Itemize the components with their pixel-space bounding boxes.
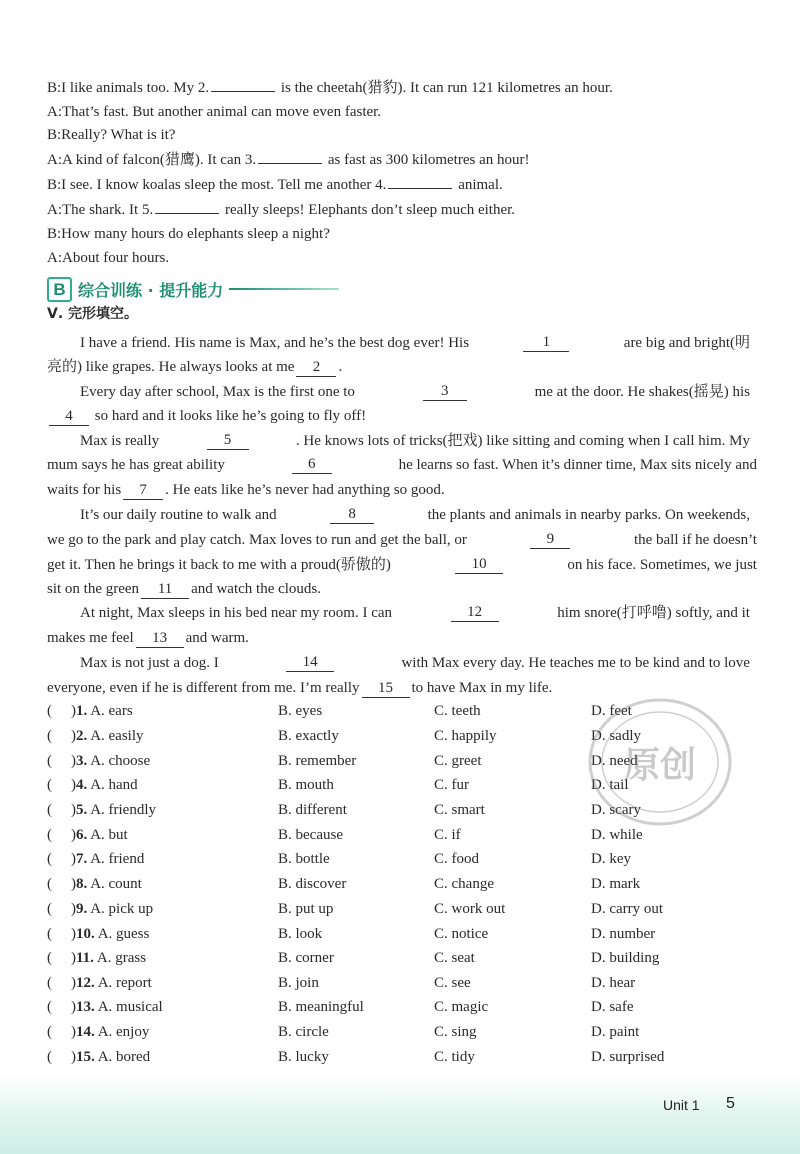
dialogue-text: animal. [454, 177, 503, 193]
option-c[interactable]: C. see [434, 975, 471, 991]
option-a[interactable]: A. friend [90, 851, 145, 867]
passage-text: he learns so fast. When it’s dinner time, Max sits nicely and [398, 457, 757, 473]
passage-line [47, 531, 757, 549]
option-b[interactable]: B. join [278, 975, 319, 991]
option-b[interactable]: B. because [278, 827, 343, 843]
cloze-blank-10[interactable]: 10 [455, 556, 503, 574]
option-d[interactable]: D. tail [591, 777, 629, 793]
passage-text: everyone, even if he is different from me. I’m really [47, 680, 360, 696]
option-a[interactable]: A. easily [90, 728, 144, 744]
answer-paren-open[interactable]: ( [47, 728, 52, 744]
answer-paren-close: ) [71, 901, 76, 917]
passage-text: with Max every day. He teaches me to be kind and to love [401, 655, 750, 671]
answer-paren-close: ) [71, 777, 76, 793]
option-d[interactable]: D. key [591, 851, 631, 867]
dialogue-text: as fast as 300 kilometres an hour! [324, 152, 530, 168]
option-d[interactable]: D. hear [591, 975, 636, 991]
option-d[interactable]: D. safe [591, 999, 634, 1015]
option-b[interactable]: B. look [278, 926, 323, 942]
option-row [47, 1022, 757, 1042]
passage-line [80, 432, 750, 450]
question-number: 15. [76, 1049, 95, 1065]
cloze-blank-5[interactable]: 5 [207, 432, 249, 450]
question-label [71, 775, 138, 795]
question-number: 5. [76, 802, 88, 818]
answer-paren-open[interactable]: ( [47, 827, 52, 843]
passage-text: At night, Max sleeps in his bed near my room. I can [80, 605, 393, 621]
section-title: 综合训练 · 提升能力 [78, 280, 224, 300]
dialogue-text: A:The shark. It 5. [47, 202, 154, 218]
footer-unit-label: Unit 1 [663, 1097, 700, 1113]
answer-paren-open[interactable]: ( [47, 975, 52, 991]
option-c[interactable]: C. teeth [434, 703, 481, 719]
question-label [71, 948, 147, 968]
option-b[interactable]: B. meaningful [278, 999, 364, 1015]
cloze-blank-13[interactable]: 13 [136, 630, 184, 648]
option-d[interactable]: D. sadly [591, 728, 641, 744]
answer-blank-4[interactable] [388, 188, 452, 189]
option-row [47, 1047, 757, 1067]
option-b[interactable]: B. discover [278, 876, 347, 892]
passage-line [47, 580, 757, 599]
option-d[interactable]: D. feet [591, 703, 632, 719]
question-number: 2. [76, 728, 88, 744]
option-d[interactable]: D. while [591, 827, 643, 843]
question-label [71, 726, 144, 746]
answer-paren-close: ) [71, 728, 76, 744]
passage-line [47, 481, 757, 500]
dialogue-line-6 [47, 201, 757, 219]
section-letter-badge: B [47, 277, 72, 302]
option-row [47, 899, 757, 919]
cloze-blank-4[interactable]: 4 [49, 408, 89, 426]
option-d[interactable]: D. number [591, 926, 656, 942]
passage-text: the ball if he doesn’t [633, 532, 757, 548]
answer-paren-close: ) [71, 753, 76, 769]
dialogue-line-8: A:About four hours. [47, 250, 170, 266]
dialogue-line-5 [47, 176, 757, 194]
option-b[interactable]: B. put up [278, 901, 334, 917]
answer-blank-2[interactable] [211, 91, 275, 92]
passage-line [47, 629, 757, 648]
answer-paren-open[interactable]: ( [47, 1024, 52, 1040]
passage-text: sit on the green [47, 581, 140, 597]
option-row [47, 948, 757, 968]
passage-text: It’s our daily routine to walk and [80, 507, 277, 523]
passage-text: so hard and it looks like he’s going to fly off! [94, 408, 367, 424]
dialogue-line-7: B:How many hours do elephants sleep a night? [47, 226, 330, 242]
option-b[interactable]: B. exactly [278, 728, 339, 744]
passage-line [80, 383, 750, 401]
option-a[interactable]: A. hand [90, 777, 138, 793]
passage-text: to have Max in my life. [411, 680, 553, 696]
option-row [47, 924, 757, 944]
option-c[interactable]: C. if [434, 827, 461, 843]
option-b[interactable]: B. bottle [278, 851, 330, 867]
passage-text: mum says he has great ability [47, 457, 225, 473]
passage-text: Max is not just a dog. I [80, 655, 219, 671]
option-c[interactable]: C. happily [434, 728, 497, 744]
cloze-blank-11[interactable]: 11 [141, 581, 189, 599]
answer-paren-open[interactable]: ( [47, 1049, 52, 1065]
passage-text: Max is really [80, 433, 160, 449]
passage-line [80, 654, 750, 672]
passage-text: we go to the park and play catch. Max loves to run and get the ball, or [47, 532, 467, 548]
passage-line [47, 358, 757, 377]
question-number: 13. [76, 999, 95, 1015]
cloze-blank-3[interactable]: 3 [423, 383, 467, 401]
answer-paren-close: ) [71, 999, 76, 1015]
passage-line [47, 556, 757, 574]
option-c[interactable]: C. sing [434, 1024, 477, 1040]
stamp-text: 原创 [623, 745, 697, 786]
passage-text: . He eats like he’s never had anything so good. [165, 482, 445, 498]
option-c[interactable]: C. magic [434, 999, 489, 1015]
answer-paren-open[interactable]: ( [47, 876, 52, 892]
cloze-blank-14[interactable]: 14 [286, 654, 334, 672]
question-label [71, 825, 128, 845]
dialogue-text: B:I see. I know koalas sleep the most. Tell me another 4. [47, 177, 387, 193]
answer-paren-open[interactable]: ( [47, 950, 52, 966]
option-d[interactable]: D. scary [591, 802, 641, 818]
option-b[interactable]: B. circle [278, 1024, 329, 1040]
option-d[interactable]: D. need [591, 753, 638, 769]
option-a[interactable]: A. musical [97, 999, 163, 1015]
question-label [71, 849, 145, 869]
option-a[interactable]: A. grass [96, 950, 147, 966]
question-label [71, 1022, 150, 1042]
question-number: 1. [76, 703, 88, 719]
section-header [47, 277, 339, 301]
original-stamp [585, 695, 735, 830]
passage-text: and warm. [185, 630, 249, 646]
option-a[interactable]: A. guess [97, 926, 150, 942]
answer-paren-close: ) [71, 950, 76, 966]
answer-paren-close: ) [71, 1024, 76, 1040]
option-d[interactable]: D. paint [591, 1024, 640, 1040]
question-number: 12. [76, 975, 95, 991]
cloze-blank-2[interactable]: 2 [296, 359, 336, 377]
passage-line [47, 456, 757, 474]
answer-paren-open[interactable]: ( [47, 851, 52, 867]
question-number: 3. [76, 753, 88, 769]
question-number: 14. [76, 1024, 95, 1040]
cloze-blank-15[interactable]: 15 [362, 680, 410, 698]
question-number: 10. [76, 926, 95, 942]
dialogue-line-1 [47, 79, 757, 97]
question-label [71, 997, 163, 1017]
answer-paren-open[interactable]: ( [47, 703, 52, 719]
question-number: 8. [76, 876, 88, 892]
passage-text: and watch the clouds. [191, 581, 322, 597]
option-a[interactable]: A. friendly [90, 802, 157, 818]
option-row [47, 849, 757, 869]
dialogue-text: A:A kind of falcon(猎鹰). It can 3. [47, 152, 257, 168]
question-label [71, 899, 154, 919]
question-number: 11. [76, 950, 94, 966]
cloze-blank-12[interactable]: 12 [451, 604, 499, 622]
option-b[interactable]: B. different [278, 802, 347, 818]
answer-paren-close: ) [71, 703, 76, 719]
passage-text: Every day after school, Max is the first one to [80, 384, 355, 400]
answer-paren-close: ) [71, 926, 76, 942]
cloze-blank-9[interactable]: 9 [530, 531, 570, 549]
option-c[interactable]: C. work out [434, 901, 506, 917]
passage-text: . [338, 359, 343, 375]
option-b[interactable]: B. eyes [278, 703, 323, 719]
passage-text: the plants and animals in nearby parks. On weekends, [427, 507, 750, 523]
option-a[interactable]: A. but [90, 827, 128, 843]
option-a[interactable]: A. choose [90, 753, 151, 769]
answer-paren-open[interactable]: ( [47, 753, 52, 769]
option-d[interactable]: D. mark [591, 876, 641, 892]
question-label [71, 1047, 151, 1067]
answer-paren-close: ) [71, 827, 76, 843]
cloze-blank-1[interactable]: 1 [523, 334, 569, 352]
passage-text: are big and bright(明 [623, 335, 750, 351]
passage-text: waits for his [47, 482, 122, 498]
option-b[interactable]: B. lucky [278, 1049, 329, 1065]
dialogue-text: B:I like animals too. My 2. [47, 80, 210, 96]
answer-paren-open[interactable]: ( [47, 926, 52, 942]
footer-band [0, 1075, 800, 1154]
question-number: 7. [76, 851, 88, 867]
option-c[interactable]: C. greet [434, 753, 482, 769]
option-a[interactable]: A. report [97, 975, 152, 991]
option-a[interactable]: A. ears [90, 703, 133, 719]
task-title: Ⅴ. 完形填空。 [47, 306, 139, 322]
option-c[interactable]: C. notice [434, 926, 489, 942]
answer-paren-close: ) [71, 802, 76, 818]
answer-paren-close: ) [71, 975, 76, 991]
dialogue-text: is the cheetah(猎豹). It can run 121 kilometres an hour. [277, 80, 613, 96]
passage-text: him snore(打呼噜) softly, and it [557, 605, 750, 621]
passage-text: me at the door. He shakes(摇晃) his [534, 384, 750, 400]
passage-text: makes me feel [47, 630, 134, 646]
passage-text: 亮的) like grapes. He always looks at me [47, 359, 295, 375]
option-c[interactable]: C. tidy [434, 1049, 475, 1065]
answer-paren-close: ) [71, 851, 76, 867]
passage-text: . He knows lots of tricks(把戏) like sitting and coming when I call him. My [295, 433, 750, 449]
option-a[interactable]: A. count [90, 876, 142, 892]
option-c[interactable]: C. food [434, 851, 479, 867]
section-rule [229, 288, 339, 290]
question-number: 6. [76, 827, 88, 843]
option-c[interactable]: C. smart [434, 802, 485, 818]
answer-paren-open[interactable]: ( [47, 999, 52, 1015]
dialogue-line-2: A:That’s fast. But another animal can move even faster. [47, 104, 382, 120]
passage-text: on his face. Sometimes, we just [567, 557, 757, 573]
passage-line [80, 506, 750, 524]
question-label [71, 800, 157, 820]
dialogue-text: really sleeps! Elephants don’t sleep much either. [221, 202, 516, 218]
answer-paren-close: ) [71, 1049, 76, 1065]
option-d[interactable]: D. building [591, 950, 660, 966]
option-row [47, 874, 757, 894]
passage-text: I have a friend. His name is Max, and he’s the best dog ever! His [80, 335, 470, 351]
option-row [47, 973, 757, 993]
dialogue-line-3: B:Really? What is it? [47, 127, 176, 143]
answer-paren-open[interactable]: ( [47, 802, 52, 818]
passage-text: get it. Then he brings it back to me with a proud(骄傲的) [47, 557, 391, 573]
answer-blank-5[interactable] [155, 213, 219, 214]
question-label [71, 701, 133, 721]
option-c[interactable]: C. fur [434, 777, 469, 793]
option-a[interactable]: A. bored [97, 1049, 151, 1065]
option-c[interactable]: C. seat [434, 950, 475, 966]
question-label [71, 924, 150, 944]
option-a[interactable]: A. pick up [90, 901, 154, 917]
dialogue-line-4 [47, 151, 757, 169]
page-number: 5 [726, 1095, 735, 1112]
question-label [71, 751, 151, 771]
answer-paren-close: ) [71, 876, 76, 892]
question-label [71, 973, 152, 993]
option-c[interactable]: C. change [434, 876, 494, 892]
answer-blank-3[interactable] [258, 163, 322, 164]
option-a[interactable]: A. enjoy [97, 1024, 150, 1040]
option-b[interactable]: B. remember [278, 753, 357, 769]
option-row [47, 997, 757, 1017]
cloze-blank-6[interactable]: 6 [292, 456, 332, 474]
option-d[interactable]: D. surprised [591, 1049, 665, 1065]
question-number: 4. [76, 777, 88, 793]
question-label [71, 874, 142, 894]
cloze-blank-7[interactable]: 7 [123, 482, 163, 500]
question-number: 9. [76, 901, 88, 917]
answer-paren-open[interactable]: ( [47, 777, 52, 793]
passage-line [80, 334, 750, 352]
passage-line [80, 604, 750, 622]
answer-paren-open[interactable]: ( [47, 901, 52, 917]
option-b[interactable]: B. corner [278, 950, 334, 966]
cloze-blank-8[interactable]: 8 [330, 506, 374, 524]
option-b[interactable]: B. mouth [278, 777, 334, 793]
option-d[interactable]: D. carry out [591, 901, 664, 917]
passage-line [47, 407, 757, 426]
